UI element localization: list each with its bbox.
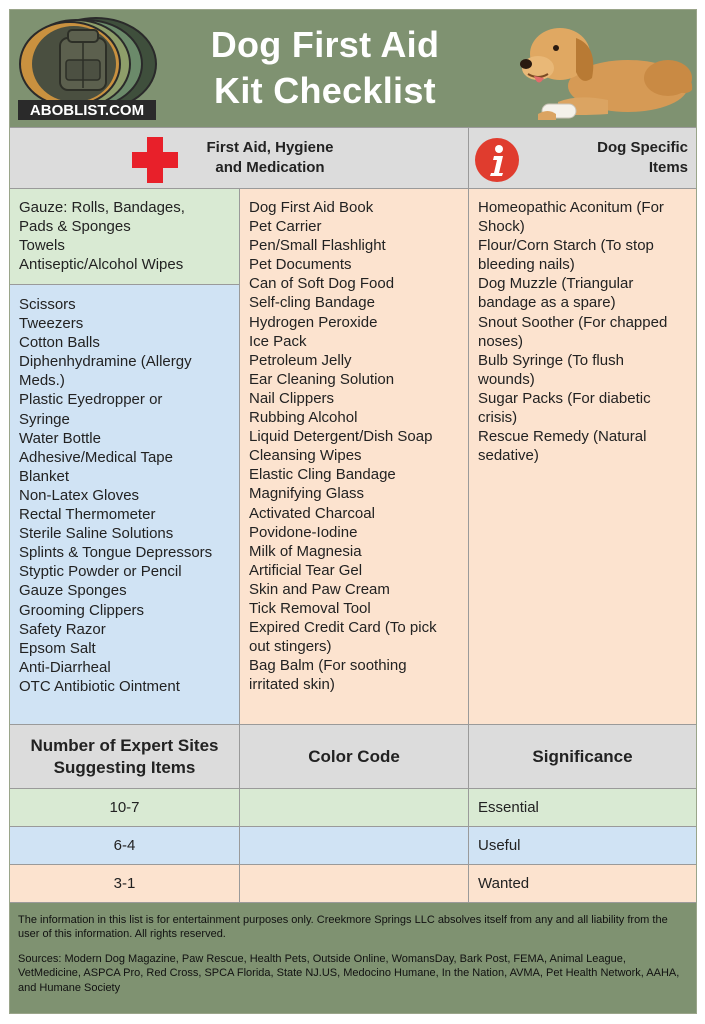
list-item: Tweezers <box>19 315 84 333</box>
list-item: Meds.) <box>19 372 65 390</box>
list-item: Bulb Syringe (To flush <box>478 351 624 369</box>
category-header-row <box>10 127 696 189</box>
list-item: Skin and Paw Cream <box>249 580 390 598</box>
list-item: bandage as a spare) <box>478 294 616 312</box>
list-item: Cotton Balls <box>19 334 100 352</box>
red-cross-icon <box>130 135 180 185</box>
legend-significance: Useful <box>468 827 696 864</box>
legend-significance: Wanted <box>468 865 696 902</box>
useful-items-box <box>10 284 239 724</box>
dog-specific-column <box>468 189 696 724</box>
list-item: sedative) <box>478 447 539 465</box>
list-item: Pen/Small Flashlight <box>249 237 386 255</box>
wanted-items-list <box>240 189 460 694</box>
list-item: Diphenhydramine (Allergy <box>19 353 192 371</box>
essential-items-box <box>10 189 239 284</box>
first-aid-category-label: First Aid, Hygiene and Medication <box>206 139 334 176</box>
useful-items-list <box>10 285 239 696</box>
dog-specific-category-label: Dog Specific Items <box>597 139 688 176</box>
list-item: bleeding nails) <box>478 256 575 274</box>
list-item: out stingers) <box>249 638 332 656</box>
item-lists <box>10 189 696 724</box>
list-item: Can of Soft Dog Food <box>249 275 395 293</box>
legend-range: 3-1 <box>113 875 136 892</box>
list-item: Homeopathic Aconitum (For <box>478 199 664 216</box>
legend-table <box>10 724 696 902</box>
list-item: Bag Balm (For soothing <box>249 657 407 675</box>
list-item: Safety Razor <box>19 620 106 638</box>
golden-retriever-image <box>498 16 694 124</box>
list-item: Syringe <box>19 410 70 428</box>
list-item: Magnifying Glass <box>249 485 365 503</box>
list-item: Gauze Sponges <box>19 582 127 600</box>
list-item: Snout Soother (For chapped <box>478 313 668 331</box>
list-item: Rectal Thermometer <box>19 506 156 524</box>
list-item: Grooming Clippers <box>19 601 145 619</box>
list-item: Splints & Tongue Depressors <box>19 544 213 562</box>
list-item: Flour/Corn Starch (To stop <box>478 237 654 255</box>
list-item: Epsom Salt <box>19 639 96 657</box>
aboblist-logo <box>16 16 158 122</box>
list-item: Dog First Aid Book <box>249 199 374 216</box>
sources-text: Sources: Modern Dog Magazine, Paw Rescue, Health Pets, Outside Online, WomansDay, Bark Post, FEMA, Animal League, VetMedicine, ASPCA Pro, Red Cross, SPCA Florida, State NJ.US, Medocino Humane, In the Nation, AVMA, Pet Health Network, AAHA, and Humane Society <box>18 952 680 994</box>
header-banner <box>10 10 696 127</box>
list-item: Expired Credit Card (To pick <box>249 619 437 637</box>
legend-row <box>10 865 696 903</box>
list-item: Self-cling Bandage <box>249 294 375 312</box>
list-item: Ice Pack <box>249 332 307 350</box>
legend-color-swatch <box>239 865 468 902</box>
list-item: Shock) <box>478 218 525 236</box>
list-item: Towels <box>19 237 65 255</box>
list-item: Scissors <box>19 296 76 313</box>
essential-items-list <box>10 189 239 274</box>
wanted-items-column <box>239 189 468 724</box>
list-item: Styptic Powder or Pencil <box>19 563 182 581</box>
list-item: Dog Muzzle (Triangular <box>478 275 634 293</box>
legend-color-swatch <box>239 827 468 864</box>
logo-text: ABOBLIST.COM <box>29 102 145 119</box>
list-item: Pads & Sponges <box>19 218 131 236</box>
list-item: Non-Latex Gloves <box>19 486 140 504</box>
legend-row <box>10 827 696 865</box>
info-icon <box>474 137 520 183</box>
legend-significance: Essential <box>468 789 696 826</box>
list-item: Pet Carrier <box>249 218 322 236</box>
legend-header-significance: Significance <box>468 725 696 788</box>
legend-color-swatch <box>239 789 468 826</box>
list-item: Sterile Saline Solutions <box>19 525 174 543</box>
list-item: Tick Removal Tool <box>249 599 371 617</box>
legend-range: 6-4 <box>113 837 136 854</box>
list-item: Antiseptic/Alcohol Wipes <box>19 256 184 274</box>
list-item: Elastic Cling Bandage <box>249 466 396 484</box>
list-item: wounds) <box>478 370 535 388</box>
list-item: Hydrogen Peroxide <box>249 313 378 331</box>
list-item: Povidone-Iodine <box>249 523 358 541</box>
list-item: Plastic Eyedropper or <box>19 391 163 409</box>
list-item: crisis) <box>478 409 518 427</box>
legend-header-color-code: Color Code <box>239 725 468 788</box>
list-item: Blanket <box>19 467 70 485</box>
list-item: Artificial Tear Gel <box>249 561 363 579</box>
title-line-1: Dog First Aid <box>210 24 440 65</box>
title-line-2: Kit Checklist <box>214 70 436 111</box>
dog-specific-items-list <box>469 189 684 465</box>
list-item: Pet Documents <box>249 256 352 274</box>
list-item: Sugar Packs (For diabetic <box>478 389 651 407</box>
list-item: Anti-Diarrheal <box>19 658 111 676</box>
list-item: Nail Clippers <box>249 389 335 407</box>
list-item: Rubbing Alcohol <box>249 409 358 427</box>
legend-range: 10-7 <box>109 799 140 816</box>
list-item: Petroleum Jelly <box>249 351 352 369</box>
list-item: Ear Cleaning Solution <box>249 370 395 388</box>
footer <box>10 902 696 1013</box>
list-item: Rescue Remedy (Natural <box>478 428 647 446</box>
first-aid-column <box>10 189 239 724</box>
list-item: Gauze: Rolls, Bandages, <box>19 199 185 216</box>
list-item: Activated Charcoal <box>249 504 375 522</box>
first-aid-category-header <box>10 128 468 188</box>
list-item: Cleansing Wipes <box>249 447 362 465</box>
list-item: Adhesive/Medical Tape <box>19 448 173 466</box>
list-item: Water Bottle <box>19 429 101 447</box>
list-item: Liquid Detergent/Dish Soap <box>249 428 433 446</box>
legend-header-sites: Number of Expert Sites Suggesting Items <box>30 735 219 777</box>
disclaimer-text: The information in this list is for entertainment purposes only. Creekmore Springs LLC absolves itself from any and all liability from the user of this information. All rights reserved. <box>18 914 668 941</box>
list-item: Milk of Magnesia <box>249 542 362 560</box>
list-item: noses) <box>478 332 524 350</box>
legend-header-row <box>10 725 696 789</box>
list-item: irritated skin) <box>249 676 335 694</box>
list-item: OTC Antibiotic Ointment <box>19 677 180 695</box>
checklist-page <box>9 9 697 1014</box>
page-title <box>160 22 490 114</box>
legend-row <box>10 789 696 827</box>
dog-specific-category-header <box>468 128 696 188</box>
